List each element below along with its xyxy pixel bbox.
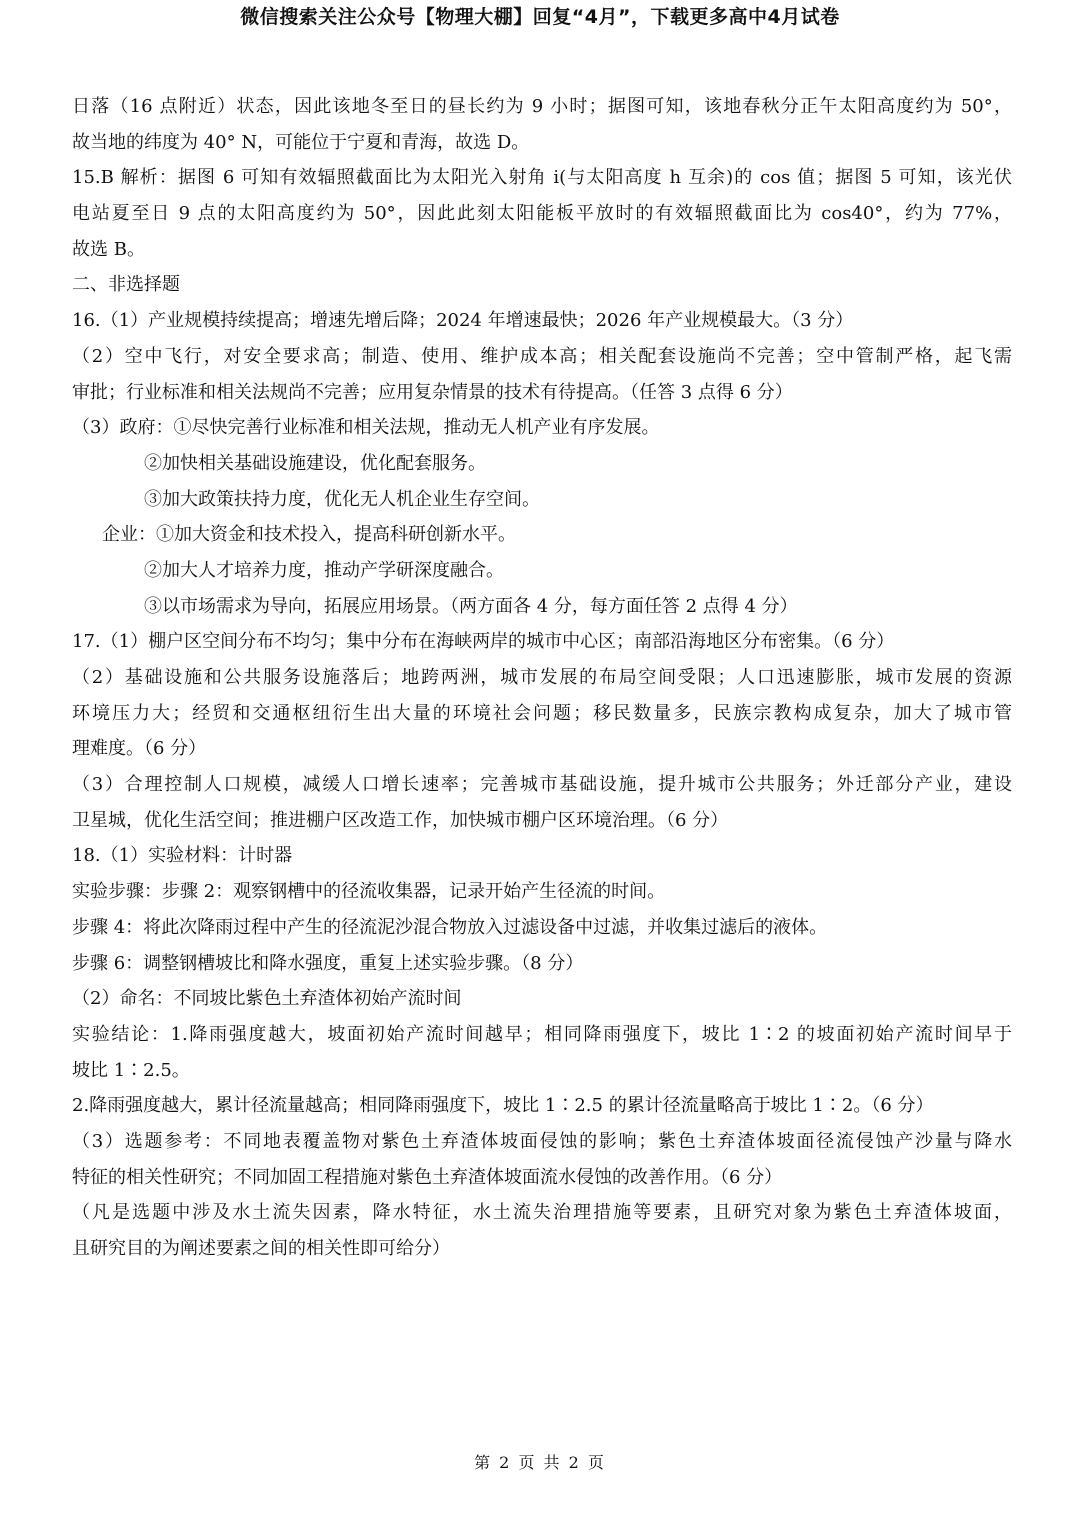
text-line: 18.（1）实验材料：计时器 — [72, 845, 293, 867]
header-banner: 微信搜索关注公众号【物理大棚】回复“4月”，下载更多高中4月试卷 — [240, 6, 840, 28]
text-line: （2）基础设施和公共服务设施落后；地跨两洲，城市发展的布局空间受限；人口迅速膨胀，城市发展的资源 — [72, 667, 1012, 688]
text-line: 实验步骤：步骤 2：观察钢槽中的径流收集器，记录开始产生径流的时间。 — [72, 881, 666, 903]
text-line: 2.降雨强度越大，累计径流量越高；相同降雨强度下，坡比 1∶2.5 的累计径流量略高于坡比 1∶2。（6 分） — [72, 1095, 934, 1117]
section-heading: 二、非选择题 — [72, 274, 180, 296]
text-line: 电站夏至日 9 点的太阳高度约为 50°，因此此刻太阳能板平放时的有效辐照截面比为 cos40°，约为 77%， — [72, 203, 1012, 225]
text-line: 15.B 解析：据图 6 可知有效辐照截面比为太阳光入射角 i(与太阳高度 h 互余)的 cos 值；据图 5 可知，该光伏 — [72, 167, 1012, 189]
text-line: （2）空中飞行，对安全要求高；制造、使用、维护成本高；相关配套设施尚不完善；空中管制严格，起飞需 — [72, 345, 1012, 367]
text-line: 理难度。（6 分） — [72, 738, 207, 760]
text-line: ③加大政策扶持力度，优化无人机企业生存空间。 — [144, 488, 540, 510]
text-line: 日落（16 点附近）状态，因此该地冬至日的昼长约为 9 小时；据图可知，该地春秋分正午太阳高度约为 50°， — [72, 96, 1012, 117]
text-line: （3）合理控制人口规模，减缓人口增长速率；完善城市基础设施，提升城市公共服务；外迁部分产业，建设 — [72, 774, 1012, 796]
text-line: 实验结论：1.降雨强度越大，坡面初始产流时间越早；相同降雨强度下，坡比 1∶2 的坡面初始产流时间早于 — [72, 1023, 1012, 1045]
text-line: 步骤 4：将此次降雨过程中产生的径流泥沙混合物放入过滤设备中过滤，并收集过滤后的液体。 — [72, 916, 828, 938]
text-line: （2）命名：不同坡比紫色土弃渣体初始产流时间 — [72, 988, 462, 1010]
text-line: （3）选题参考：不同地表覆盖物对紫色土弃渣体坡面侵蚀的影响；紫色土弃渣体坡面径流侵蚀产沙量与降水 — [72, 1130, 1012, 1152]
text-line: （凡是选题中涉及水土流失因素，降水特征，水土流失治理措施等要素，且研究对象为紫色土弃渣体坡面， — [72, 1202, 1012, 1224]
text-line: 故当地的纬度为 40° N，可能位于宁夏和青海，故选 D。 — [72, 131, 530, 153]
text-line: 17.（1）棚户区空间分布不均匀；集中分布在海峡两岸的城市中心区；南部沿海地区分布密集。（6 分） — [72, 631, 895, 653]
text-line: 特征的相关性研究；不同加固工程措施对紫色土弃渣体坡面流水侵蚀的改善作用。（6 分） — [72, 1166, 783, 1188]
text-line: 坡比 1∶2.5。 — [72, 1059, 190, 1081]
text-line: 环境压力大；经贸和交通枢纽衍生出大量的环境社会问题；移民数量多，民族宗教构成复杂，加大了城市管 — [72, 702, 1012, 724]
text-line: 企业：①加大资金和技术投入，提高科研创新水平。 — [102, 524, 516, 546]
document-body — [72, 89, 1012, 1267]
text-line: 故选 B。 — [72, 238, 145, 260]
text-line: ②加快相关基础设施建设，优化配套服务。 — [144, 452, 486, 474]
text-line: 卫星城，优化生活空间；推进棚户区改造工作，加快城市棚户区环境治理。（6 分） — [72, 809, 729, 831]
text-line: （3）政府：①尽快完善行业标准和相关法规，推动无人机产业有序发展。 — [72, 417, 660, 439]
text-line: 审批；行业标准和相关法规尚不完善；应用复杂情景的技术有待提高。（任答 3 点得 6 分） — [72, 381, 793, 403]
text-line: 步骤 6：调整钢槽坡比和降水强度，重复上述实验步骤。（8 分） — [72, 952, 584, 974]
text-line: ③以市场需求为导向，拓展应用场景。（两方面各 4 分，每方面任答 2 点得 4 分） — [144, 595, 798, 617]
page-number: 第 2 页 共 2 页 — [474, 1453, 606, 1472]
text-line: 且研究目的为阐述要素之间的相关性即可给分） — [72, 1238, 450, 1259]
text-line: 16.（1）产业规模持续提高；增速先增后降；2024 年增速最快；2026 年产业规模最大。（3 分） — [72, 310, 854, 332]
text-line: ②加大人才培养力度，推动产学研深度融合。 — [144, 559, 504, 581]
